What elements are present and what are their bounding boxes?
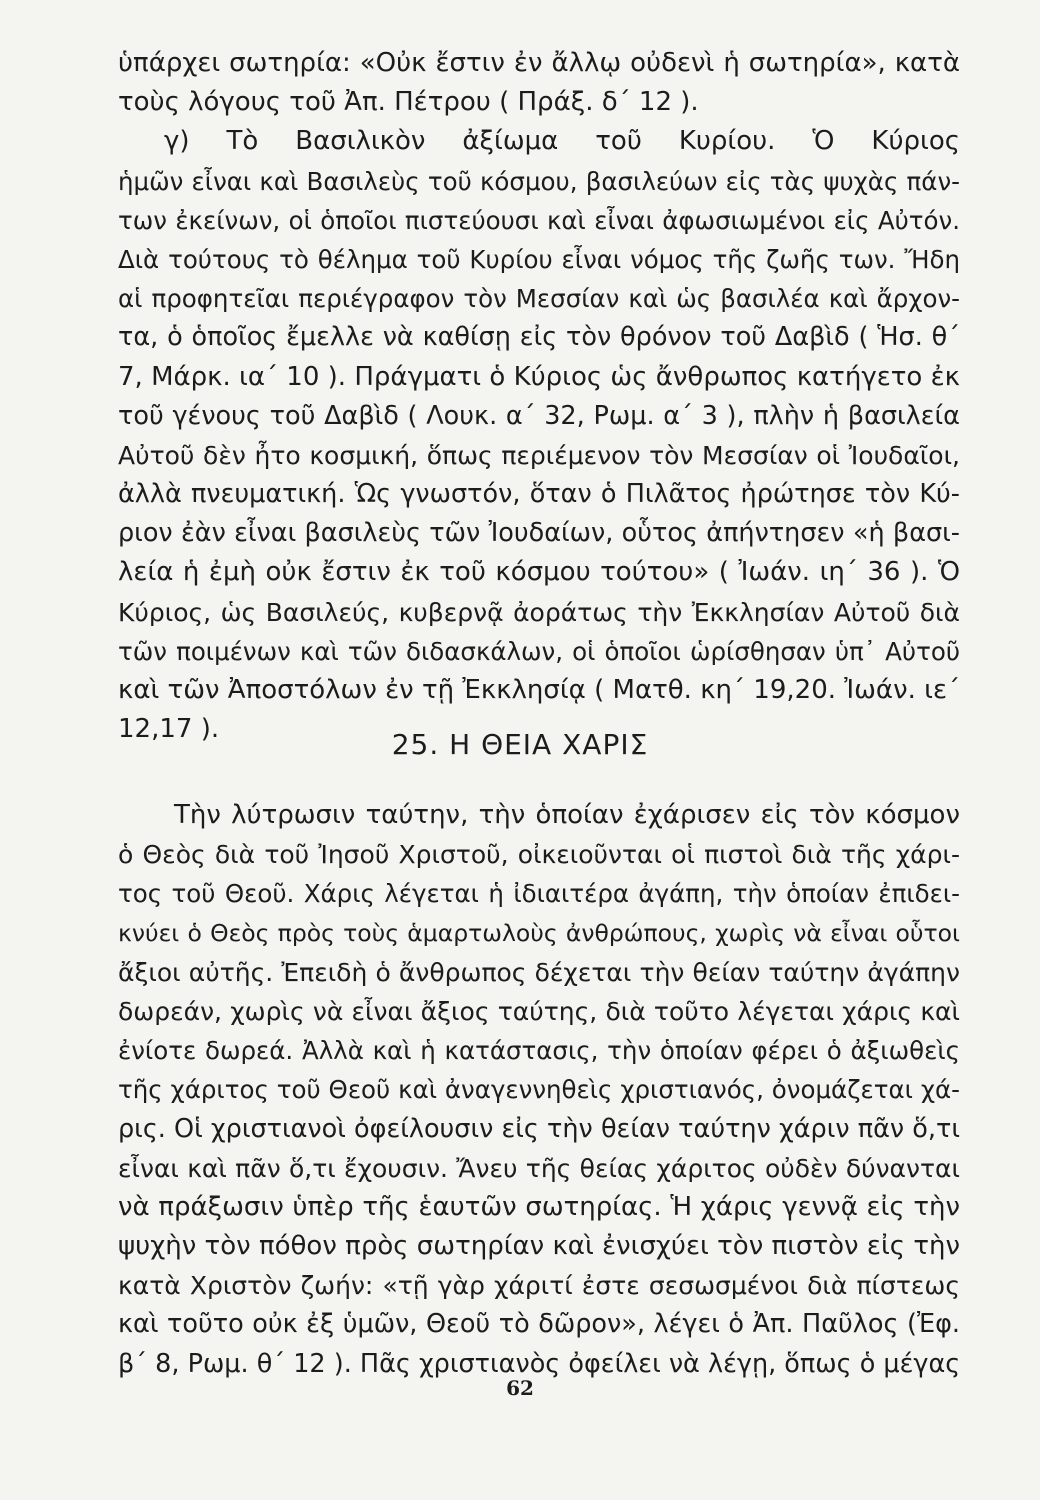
text-line: καὶ τῶν Ἀποστόλων ἐν τῇ Ἐκκλησίᾳ ( Ματθ. κη΄ 19,20. Ἰωάν. ιε΄ <box>118 675 960 705</box>
paragraph-divine-grace <box>118 796 960 1384</box>
text-line: Τὴν λύτρωσιν ταύτην, τὴν ὁποίαν ἐχάρισεν εἰς τὸν κόσμον <box>174 800 960 830</box>
text-line: ὁ Θεὸς διὰ τοῦ Ἰησοῦ Χριστοῦ, οἰκειοῦνται οἱ πιστοὶ διὰ τῆς χάρι- <box>118 840 960 870</box>
text-line: τος τοῦ Θεοῦ. Χάρις λέγεται ἡ ἰδιαιτέρα ἀγάπη, τὴν ὁποίαν ἐπιδει- <box>118 879 960 909</box>
text-line: γ) Τὸ Βασιλικὸν ἀξίωμα τοῦ Κυρίου. Ὁ Κύριος <box>164 126 960 157</box>
text-line: ἡμῶν εἶναι καὶ Βασιλεὺς τοῦ κόσμου, βασιλεύων εἰς τὰς ψυχὰς πάν- <box>118 166 960 196</box>
text-line: ὑπάρχει σωτηρία: «Οὐκ ἔστιν ἐν ἄλλῳ οὐδενὶ ἡ σωτηρία», κατὰ <box>118 48 960 78</box>
text-line: δωρεάν, χωρὶς νὰ εἶναι ἄξιος ταύτης, διὰ τοῦτο λέγεται χάρις καὶ <box>118 996 960 1026</box>
text-line: αἱ προφητεῖαι περιέγραφον τὸν Μεσσίαν καὶ ὡς βασιλέα καὶ ἄρχον- <box>118 284 960 314</box>
text-line: β΄ 8, Ρωμ. θ΄ 12 ). Πᾶς χριστιανὸς ὀφείλει νὰ λέγῃ, ὅπως ὁ μέγας <box>118 1348 961 1379</box>
text-line: ριον ἐὰν εἶναι βασιλεὺς τῶν Ἰουδαίων, οὗτος ἀπήντησεν «ἡ βασι- <box>118 518 960 549</box>
text-line: καὶ τοῦτο οὐκ ἐξ ὑμῶν, Θεοῦ τὸ δῶρον», λέγει ὁ Ἀπ. Παῦλος (Ἐφ. <box>118 1309 960 1340</box>
text-line: τῆς χάριτος τοῦ Θεοῦ καὶ ἀναγεννηθεὶς χριστιανός, ὀνομάζεται χά- <box>118 1075 960 1105</box>
text-line: λεία ἡ ἐμὴ οὐκ ἔστιν ἐκ τοῦ κόσμου τούτου» ( Ἰωάν. ιη΄ 36 ). Ὁ <box>118 557 960 588</box>
text-line: Διὰ τούτους τὸ θέλημα τοῦ Κυρίου εἶναι νόμος τῆς ζωῆς των. Ἤδη <box>118 244 960 274</box>
paragraph-kingly-office <box>118 44 960 749</box>
text-line: ἄξιοι αὐτῆς. Ἐπειδὴ ὁ ἄνθρωπος δέχεται τὴν θείαν ταύτην ἀγάπην <box>118 957 960 987</box>
text-line: ἀλλὰ πνευματική. Ὡς γνωστόν, ὅταν ὁ Πιλᾶτος ἠρώτησε τὸν Κύ- <box>118 479 960 510</box>
page-number: 62 <box>506 1376 534 1400</box>
text-line: τῶν ποιμένων καὶ τῶν διδασκάλων, οἱ ὁποῖοι ὡρίσθησαν ὑπ᾽ Αὐτοῦ <box>118 636 960 666</box>
text-line: ψυχὴν τὸν πόθον πρὸς σωτηρίαν καὶ ἐνισχύει τὸν πιστὸν εἰς τὴν <box>118 1231 960 1262</box>
text-line: κατὰ Χριστὸν ζωήν: «τῇ γὰρ χάριτί ἐστε σεσωσμένοι διὰ πίστεως <box>118 1271 960 1301</box>
text-line: εἶναι καὶ πᾶν ὅ,τι ἔχουσιν. Ἄνευ τῆς θείας χάριτος οὐδὲν δύνανται <box>118 1153 960 1183</box>
text-line: νὰ πράξωσιν ὑπὲρ τῆς ἑαυτῶν σωτηρίας. Ἡ χάρις γεννᾷ εἰς τὴν <box>118 1191 960 1222</box>
text-line: 12,17 ). <box>118 714 220 745</box>
section-heading: 25. Η ΘΕΙΑ ΧΑΡΙΣ <box>391 728 649 761</box>
text-line: τα, ὁ ὁποῖος ἔμελλε νὰ καθίσῃ εἰς τὸν θρόνον τοῦ Δαβὶδ ( Ἡσ. θ΄ <box>118 322 960 353</box>
text-line: κνύει ὁ Θεὸς πρὸς τοὺς ἁμαρτωλοὺς ἀνθρώπους, χωρὶς νὰ εἶναι οὗτοι <box>118 918 960 947</box>
text-line: Κύριος, ὡς Βασιλεύς, κυβερνᾷ ἀοράτως τὴν Ἐκκλησίαν Αὐτοῦ διὰ <box>118 597 960 627</box>
text-line: Αὐτοῦ δὲν ἦτο κοσμική, ὅπως περιέμενον τὸν Μεσσίαν οἱ Ἰουδαῖοι, <box>118 440 960 470</box>
text-line: ἐνίοτε δωρεά. Ἀλλὰ καὶ ἡ κατάστασις, τὴν ὁποίαν φέρει ὁ ἀξιωθεὶς <box>118 1036 960 1066</box>
text-line: των ἐκείνων, οἱ ὁποῖοι πιστεύουσι καὶ εἶναι ἀφωσιωμένοι εἰς Αὐτόν. <box>118 205 960 235</box>
text-line: ρις. Οἱ χριστιανοὶ ὀφείλουσιν εἰς τὴν θείαν ταύτην χάριν πᾶν ὅ,τι <box>118 1113 960 1144</box>
text-line: τοῦ γένους τοῦ Δαβὶδ ( Λουκ. α΄ 32, Ρωμ. α΄ 3 ), πλὴν ἡ βασιλεία <box>118 400 960 431</box>
text-line: τοὺς λόγους τοῦ Ἀπ. Πέτρου ( Πράξ. δ΄ 12 ). <box>118 87 699 118</box>
text-line: 7, Μάρκ. ια΄ 10 ). Πράγματι ὁ Κύριος ὡς ἄνθρωπος κατήγετο ἐκ <box>118 361 960 392</box>
